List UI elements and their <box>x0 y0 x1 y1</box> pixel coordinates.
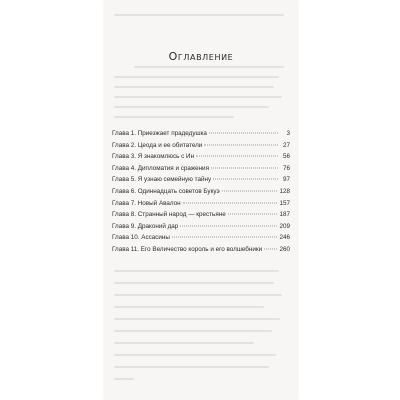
show-through-line <box>114 318 280 320</box>
toc-entry-title: Глава 2. Цеода и ее обитатели <box>112 141 203 149</box>
toc-leader-dots <box>196 156 278 157</box>
show-through-line <box>114 106 269 108</box>
toc-leader-dots <box>228 214 278 215</box>
show-through-line <box>114 294 282 296</box>
toc-entry-title: Глава 10. Ассасины <box>112 234 170 242</box>
toc-entry-page: 246 <box>279 234 290 242</box>
show-through-line <box>114 270 279 272</box>
toc-entry <box>112 142 290 154</box>
toc-entry-page: 76 <box>282 164 290 172</box>
toc-entry-title: Глава 6. Одиннадцать советов Букуэ <box>112 187 220 195</box>
toc-leader-dots <box>213 179 278 180</box>
toc-entry <box>112 234 290 246</box>
toc-leader-dots <box>183 202 278 203</box>
toc-leader-dots <box>211 167 278 168</box>
show-through-line <box>114 14 284 16</box>
toc-entry <box>112 246 290 258</box>
show-through-line <box>114 96 282 98</box>
show-through-line <box>114 354 276 356</box>
toc-leader-dots <box>204 144 278 145</box>
toc-entry-title: Глава 9. Драконий дар <box>112 222 179 230</box>
show-through-line <box>114 282 274 284</box>
toc-entry <box>112 153 290 165</box>
toc-entry-page: 260 <box>279 245 290 253</box>
toc-entry-page: 56 <box>282 153 290 161</box>
toc-entry <box>112 130 290 142</box>
show-through-line <box>114 116 234 118</box>
show-through-line <box>114 330 272 332</box>
toc-entry <box>112 223 290 235</box>
toc-entry-page: 157 <box>279 199 290 207</box>
book-page <box>104 0 298 400</box>
table-of-contents <box>112 130 290 258</box>
toc-leader-dots <box>180 225 277 226</box>
toc-entry-page: 3 <box>286 130 290 137</box>
toc-entry-page: 97 <box>282 176 290 184</box>
toc-entry-page: 27 <box>282 141 290 149</box>
toc-entry <box>112 176 290 188</box>
toc-leader-dots <box>264 248 277 249</box>
toc-entry-page: 209 <box>279 222 290 230</box>
toc-entry-page: 187 <box>279 211 290 219</box>
toc-entry <box>112 200 290 212</box>
show-through-line <box>114 86 274 88</box>
toc-entry <box>112 211 290 223</box>
show-through-line <box>114 378 134 380</box>
toc-leader-dots <box>222 190 278 191</box>
toc-entry <box>112 165 290 177</box>
show-through-line <box>114 306 264 308</box>
toc-entry-title: Глава 5. Я узнаю семейную тайну <box>112 176 212 184</box>
show-through-line <box>114 342 254 344</box>
show-through-line <box>134 66 284 68</box>
toc-entry-page: 128 <box>279 187 290 195</box>
toc-leader-dots <box>209 133 278 134</box>
toc-leader-dots <box>172 237 278 238</box>
toc-entry-title: Глава 8. Странный народ — крестьяне <box>112 211 226 219</box>
toc-entry-title: Глава 3. Я знакомлюсь с Ин <box>112 153 195 161</box>
toc-entry-title: Глава 1. Приезжает прадедушка <box>112 130 207 137</box>
toc-entry-title: Глава 4. Дипломатия и сражения <box>112 164 209 172</box>
show-through-line <box>114 76 279 78</box>
toc-entry-title: Глава 11. Его Величество король и его волшебники <box>112 245 263 253</box>
page-title: Оглавление <box>168 50 234 63</box>
toc-entry <box>112 188 290 200</box>
show-through-line <box>114 366 269 368</box>
toc-entry-title: Глава 7. Новый Авалон <box>112 199 181 207</box>
